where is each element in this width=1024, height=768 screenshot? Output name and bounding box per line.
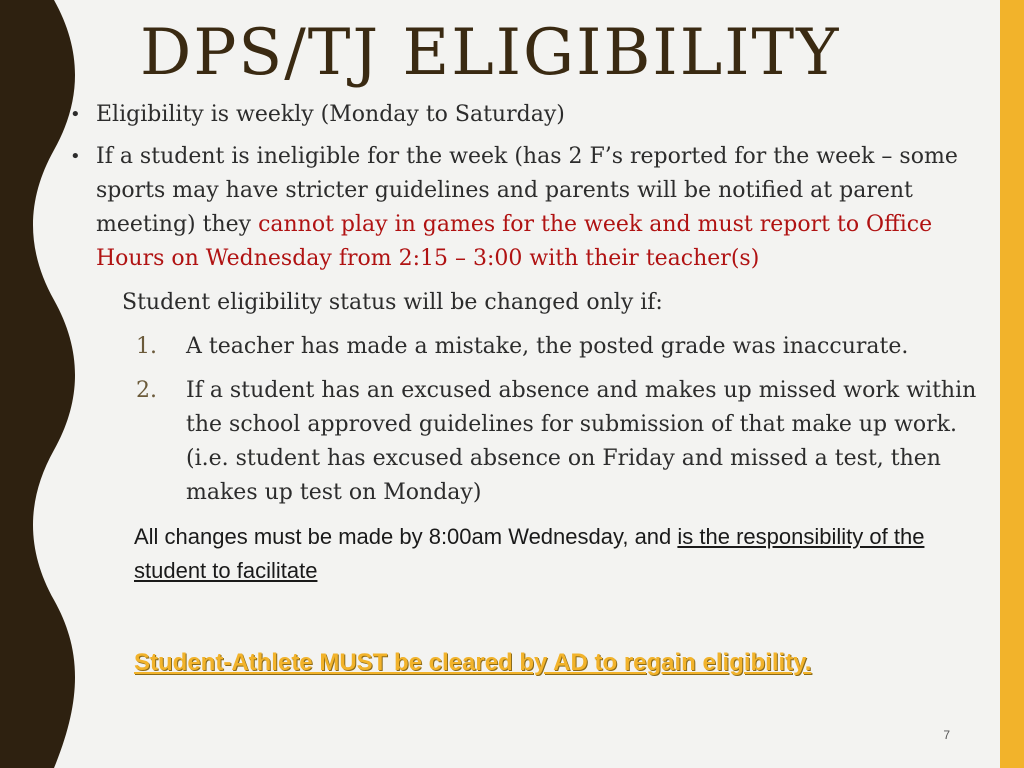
bullet-icon: •: [70, 104, 81, 125]
bullet-icon: •: [70, 146, 81, 167]
status-item-number: 2.: [136, 378, 157, 403]
bullet-ineligible: [70, 140, 990, 276]
status-item: [70, 374, 990, 510]
changes-text: All changes must be made by 8:00am Wednesday, and: [134, 524, 678, 549]
changes-deadline: [70, 520, 990, 588]
bullet-highlight-text: cannot play in games for the week and must report to Office Hours on Wednesday from 2:15 – 3:00 with their teacher(s): [96, 212, 933, 271]
status-item-number: 1.: [136, 334, 157, 359]
bullet-text: If a student is ineligible for the week (has 2 F’s reported for the week – some sports may have stricter guidelines and parents will be notified at parent meeting) they: [96, 144, 958, 237]
clearance-note: Student-Athlete MUST be cleared by AD to regain eligibility.: [134, 649, 812, 676]
changes-responsibility: is the responsibility of the student to facilitate: [134, 524, 925, 583]
status-item-text: A teacher has made a mistake, the posted grade was inaccurate.: [186, 334, 909, 359]
bullet-text: Eligibility is weekly (Monday to Saturday): [96, 102, 565, 127]
slide-content: [70, 98, 990, 680]
status-heading: Student eligibility status will be changed only if:: [122, 290, 663, 315]
slide-title: DPS/TJ ELIGIBILITY: [140, 16, 841, 90]
accent-bar: [1000, 0, 1024, 768]
status-item-text: If a student has an excused absence and makes up missed work within the school approved guidelines for submission of that make up work. (i.e. student has excused absence on Friday and missed a test, then makes up test on Monday): [186, 378, 977, 505]
bullet-weekly: [70, 98, 990, 132]
status-item: [70, 330, 990, 364]
page-number: 7: [943, 728, 950, 742]
